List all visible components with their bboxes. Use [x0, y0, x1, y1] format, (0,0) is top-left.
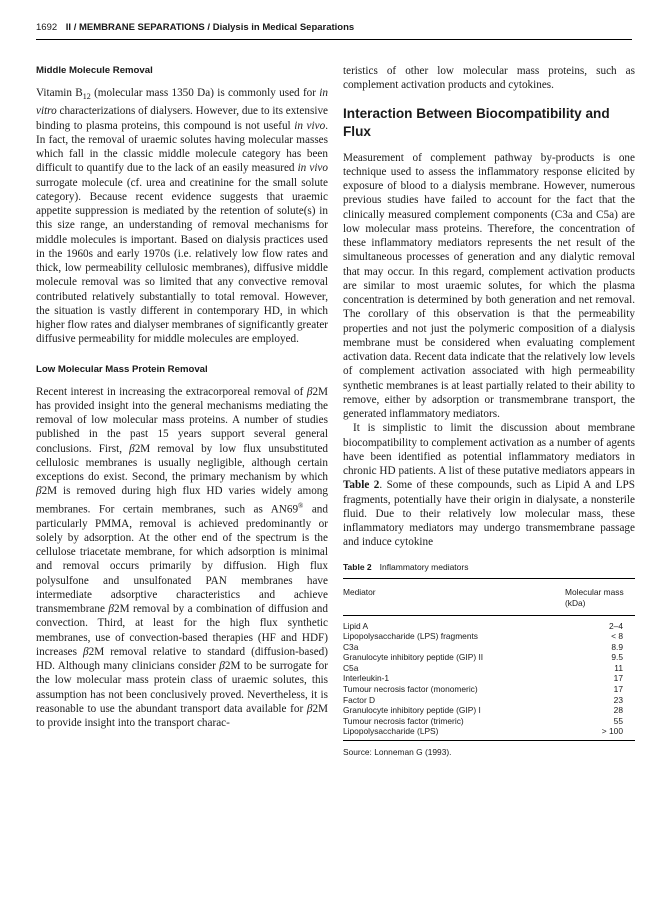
- table-row: [343, 695, 635, 706]
- cell-mediator: Factor D: [343, 694, 376, 705]
- cell-mediator: Granulocyte inhibitory peptide (GIP) I: [343, 705, 481, 716]
- table-header-row: [343, 579, 635, 616]
- table-row: [343, 652, 635, 663]
- mediators-table: [343, 578, 635, 742]
- paragraph-middle-molecule: Vitamin $B_{12}$ (molecular mass 1350 Da) is commonly used for in vitro characterizations of dialysers. However, due to its extensive binding to plasma proteins, this compound is not useful in vivo. In fact, the removal of uraemic solutes having molecular masses which fall in the classic middle molecule category has been difficult to quantify due to the lack of an easily measured in vivo surrogate molecule (cf. urea and creatinine for the small solute category). Because recent evidence suggests that uraemic appetite suppression is mediated by the retention of solute(s) in this size range, an understanding of removal mechanisms for middle molecules is important. Based on dialysis practices used in the 1960s and early 1970s (i.e. relatively low flow rates and thick, low permeability cellulosic membranes), diffusive middle molecule removal was so limited that any convective removal contributed relatively substantially to total removal. However, the situation is vastly different in contemporary HD, in which higher flow rates and dialyser membranes of significantly greater diffusive permeability for middle molecules are employed.: [36, 87, 329, 346]
- right-column: [343, 64, 635, 757]
- table-title: Inflammatory mediators: [379, 561, 469, 572]
- table-source: Source: Lonneman G (1993).: [343, 747, 452, 758]
- cell-mass: 17: [613, 673, 623, 684]
- cell-mediator: C3a: [343, 641, 359, 652]
- paragraph-continued: teristics of other low molecular mass proteins, such as complement activation products and cytokines.: [343, 65, 635, 92]
- page-number: 1692: [36, 22, 58, 33]
- table-row: [343, 621, 635, 632]
- table-row: [343, 726, 635, 737]
- heading-biocompatibility: Interaction Between Biocompatibility and Flux: [343, 105, 610, 139]
- cell-mass: 2–4: [609, 620, 623, 631]
- table-row: [343, 716, 635, 727]
- paragraph-complement: Measurement of complement pathway by-products is one technique used to assess the inflammatory response elicited by exposure of blood to a dialysis membrane. However, numerous previous studies have failed to account for the fact that the clinically measured complement components (C3a and C5a) are low molecular mass proteins. Therefore, the concentration of these inflammatory mediators represents the net result of the simultaneous processes of generation and any dialytic removal that may occur. In this regard, complement activation products are similar to most uraemic solutes, for which the plasma concentration is determined by both generation and net removal. The corollary of this observation is that the permeability properties and not just the polymeric composition of a dialysis membrane must be considered when evaluating complement activation data. Recent data indicate that the relatively low levels of complement activation associated with high permeability synthetic membranes is at least partially related to their ability to remove, either by adsorption or transmembrane transport, the generated inflammatory mediators.: [343, 151, 635, 420]
- table-row: [343, 673, 635, 684]
- header-section: II / MEMBRANE SEPARATIONS /: [65, 22, 213, 33]
- header-rule: [36, 39, 632, 40]
- column-header-mass: Molecular mass (kDa): [565, 586, 624, 608]
- cell-mediator: Interleukin-1: [343, 673, 390, 684]
- heading-middle-molecule: Middle Molecule Removal: [36, 65, 153, 76]
- header-subsection: Dialysis in Medical Separations: [212, 22, 355, 33]
- cell-mass: 17: [613, 684, 623, 695]
- table-row: [343, 684, 635, 695]
- cell-mass: 28: [613, 705, 623, 716]
- cell-mediator: C5a: [343, 662, 359, 673]
- cell-mediator: Lipopolysaccharide (LPS) fragments: [343, 631, 478, 642]
- cell-mediator: Lipopolysaccharide (LPS): [343, 726, 439, 737]
- cell-mass: 11: [614, 662, 623, 673]
- cell-mediator: Tumour necrosis factor (trimeric): [343, 715, 464, 726]
- cell-mediator: Tumour necrosis factor (monomeric): [343, 684, 478, 695]
- table-row: [343, 631, 635, 642]
- paragraph-inflammatory: It is simplistic to limit the discussion about membrane biocompatibility to complement activation as a number of agents have been identified as potential inflammatory mediators in chronic HD patients. A list of these putative mediators appears in Table 2. Some of these compounds, such as Lipid A and LPS fragments, potentially have their origin in dialysate, a nonsterile fluid. Due to their relatively low molecular mass, these inflammatory mediators may undergo transmembrane passage and induce cytokine: [343, 422, 635, 549]
- cell-mass: < 8: [611, 631, 623, 642]
- cell-mass: 9.5: [611, 652, 623, 663]
- heading-low-molecular-mass: Low Molecular Mass Protein Removal: [36, 363, 208, 375]
- cell-mass: 8.9: [611, 641, 623, 652]
- table-caption: [343, 562, 635, 572]
- table-label: Table 2: [343, 561, 372, 572]
- paragraph-low-molecular-mass: Recent interest in increasing the extracorporeal removal of β2M has provided insight into the general mechanisms mediating the removal of low molecular mass proteins. A number of studies published in the past 15 years support several general conclusions. First, β2M removal by low flux unsubstituted cellulosic membranes is usually negligible, although certain exceptions do exist. Second, the primary mechanism by which β2M is removed during high flux HD varies widely among membranes. For certain membranes, such as AN69® and particularly PMMA, removal is achieved predominantly or solely by adsorption. At the other end of the spectrum is the cellulose triacetate membrane, for which adsorption is minimal and removal occurs primarily by diffusion. High flux polysulfone and unsulfonated PAN membranes have intermediate adsorptive characteristics and achieve transmembrane β2M removal by a combination of diffusion and convection. Third, at least for the high flux synthetic membranes, use of convection-based therapies (HF and HDF) increases β2M removal relative to standard (diffusion-based) HD. Although many clinicians consider β2M to be surrogate for the low molecular mass protein class of uraemic solutes, this assumption has not been conclusively proved. Nevertheless, it is reasonable to use the abundant transport data available for β2M to provide insight into the transport charac-: [36, 385, 329, 730]
- table-row: [343, 663, 635, 674]
- cell-mass: > 100: [601, 726, 623, 737]
- left-column: [36, 64, 328, 730]
- column-header-mediator: Mediator: [343, 586, 376, 597]
- table-body: [343, 616, 635, 741]
- running-header: [36, 22, 632, 33]
- cell-mass: 55: [613, 715, 623, 726]
- table-row: [343, 705, 635, 716]
- cell-mediator: Lipid A: [343, 620, 369, 631]
- cell-mass: 23: [613, 694, 623, 705]
- table-row: [343, 642, 635, 653]
- cell-mediator: Granulocyte inhibitory peptide (GIP) II: [343, 652, 484, 663]
